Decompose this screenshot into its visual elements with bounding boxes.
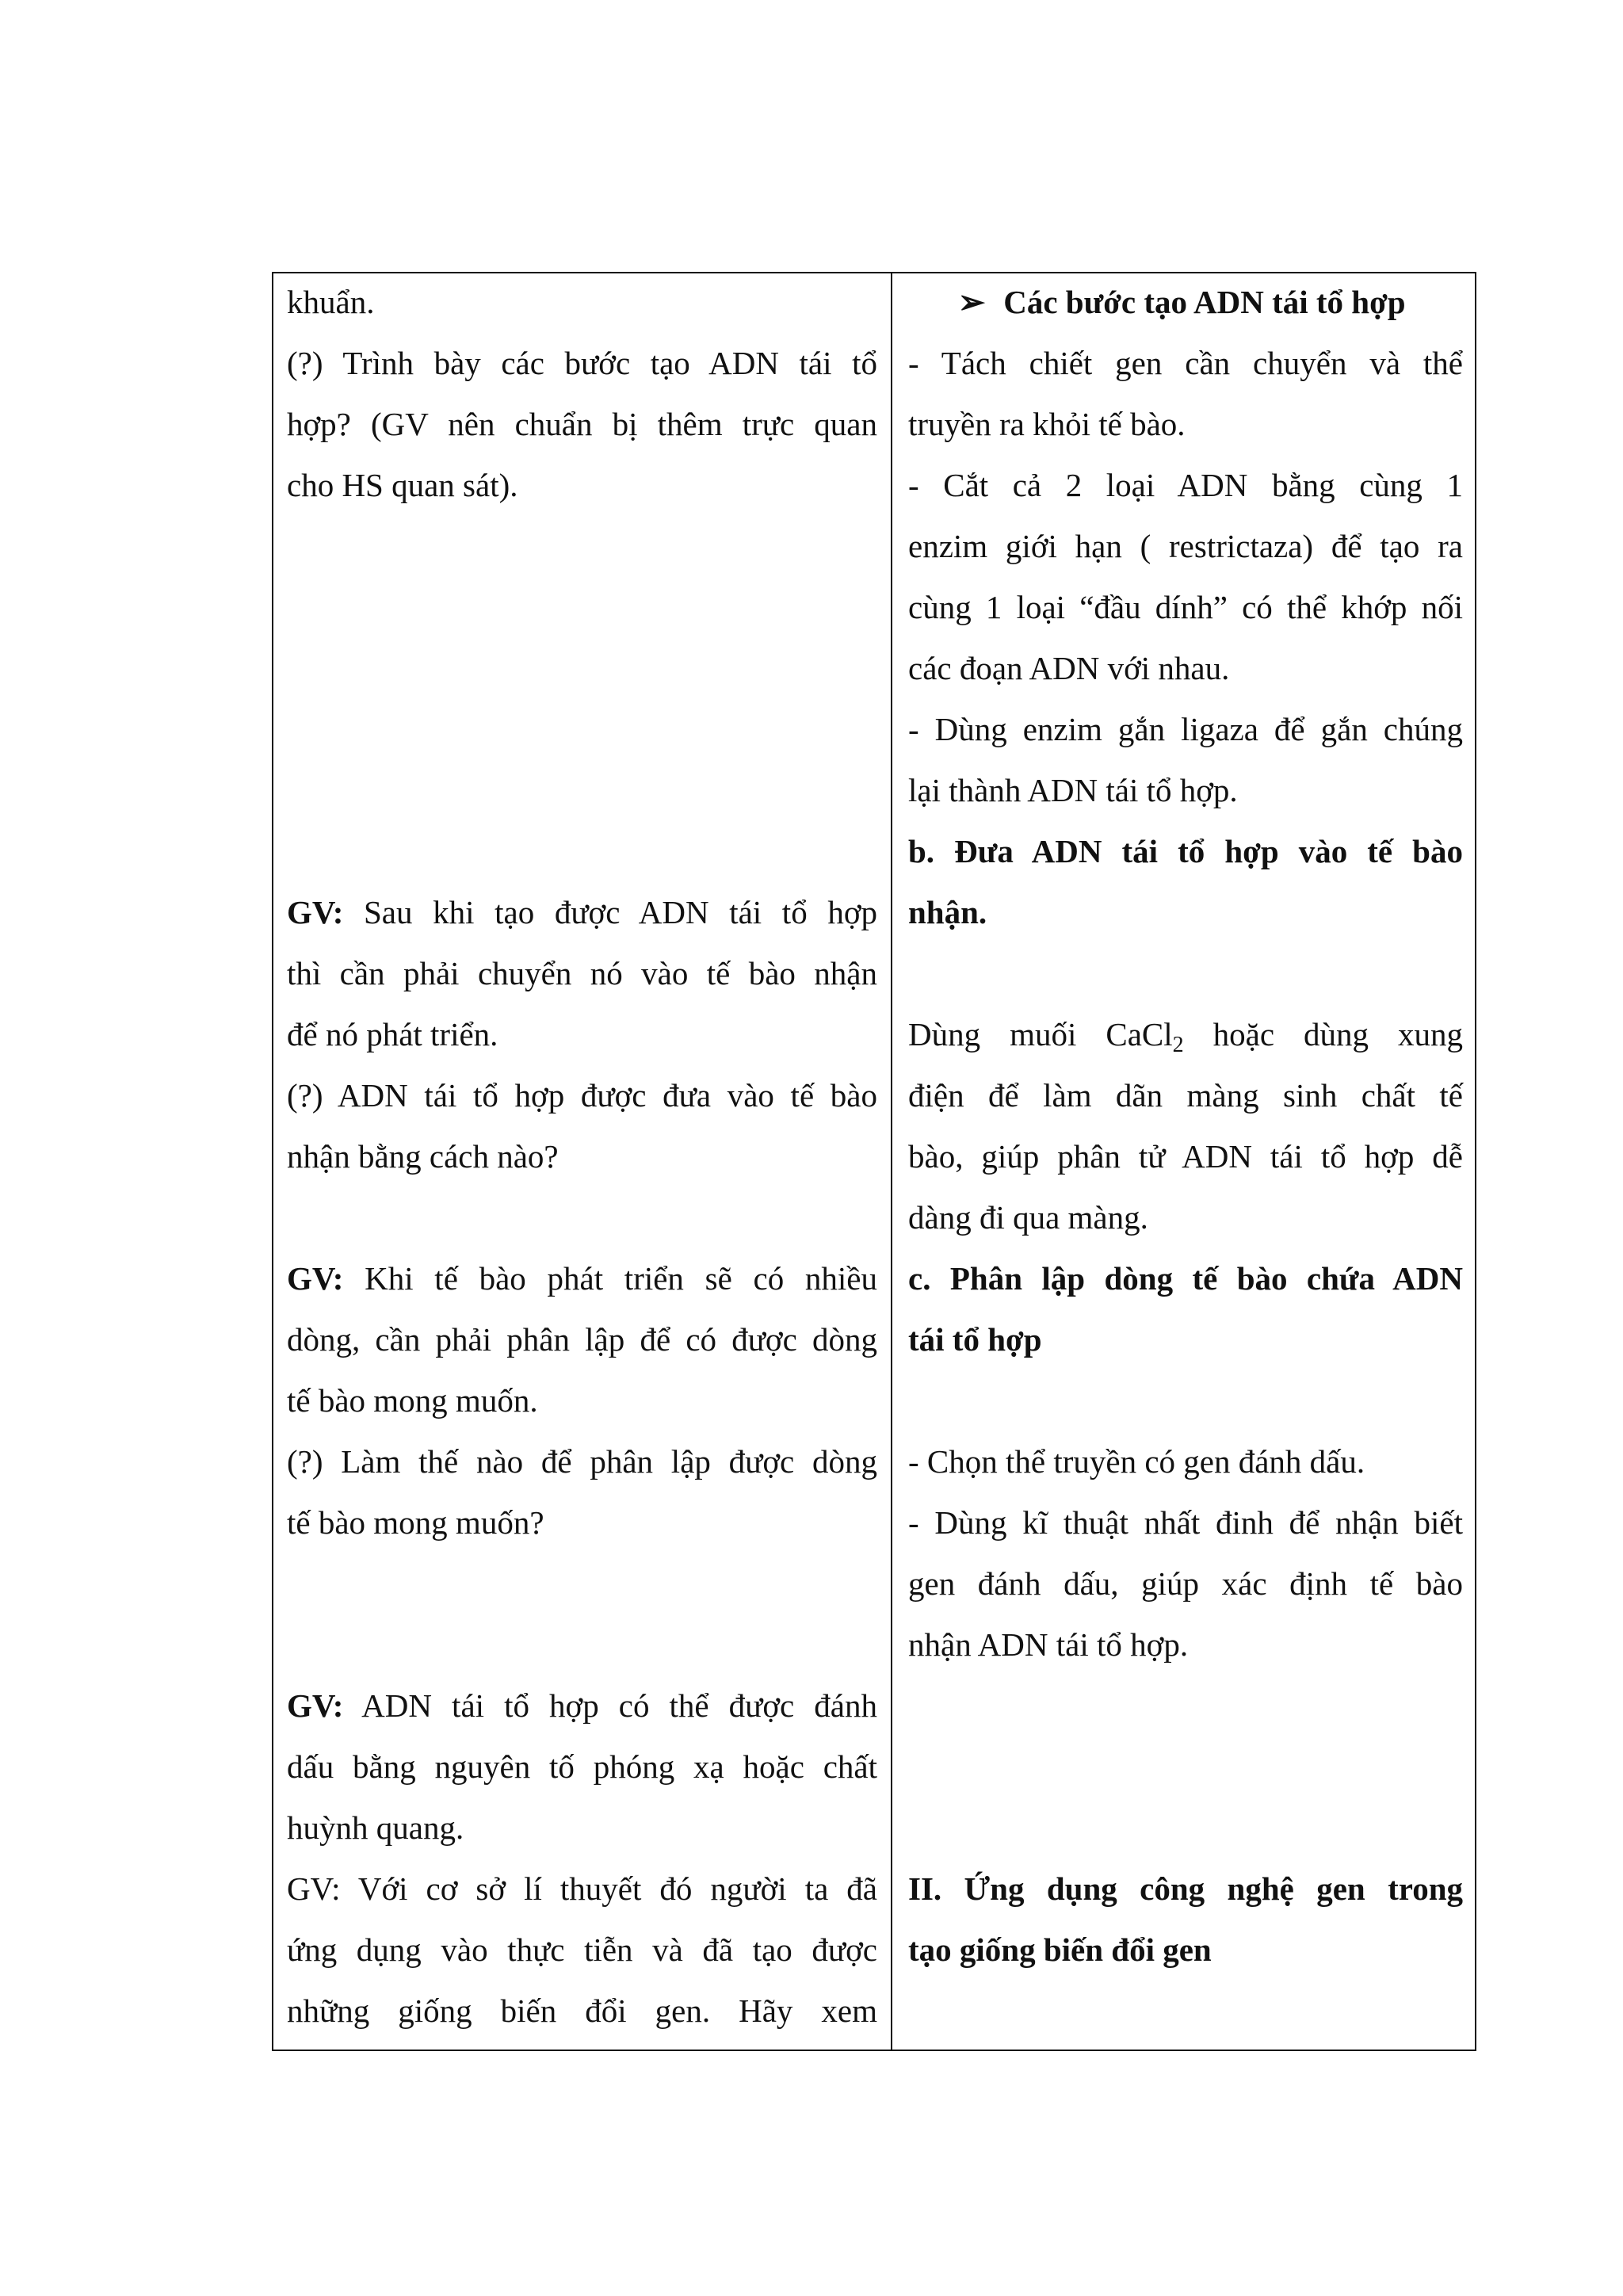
teacher-activity-column [287,272,877,2047]
right-line: - Tách chiết gen cần chuyển và thể [908,345,1463,381]
student-content-column [908,272,1463,2047]
arrow-bullet-icon: ➢ [957,284,986,320]
left-line-gv: GV: Khi tế bào phát triển sẽ có nhiều [287,1260,877,1297]
left-line: cho HS quan sát). [287,467,518,503]
right-line: các đoạn ADN với nhau. [908,650,1230,686]
left-line: GV: Với cơ sở lí thuyết đó người ta đã [287,1870,877,1907]
gv-label: GV: [287,1260,344,1297]
gv-label: GV: [287,894,344,930]
right-line-cacl2: Dùng muối CaCl$_2$ hoặc dùng xung [908,1016,1463,1057]
left-line-gv: GV: Sau khi tạo được ADN tái tổ hợp [287,894,877,930]
right-line: cùng 1 loại “đầu dính” có thể khớp nối [908,589,1463,625]
left-line: để nó phát triển. [287,1016,498,1052]
left-line: tế bào mong muốn? [287,1504,544,1541]
right-line: điện để làm dãn màng sinh chất tế [908,1077,1463,1114]
right-line: gen đánh dấu, giúp xác định tế bào [908,1565,1463,1602]
left-line: nhận bằng cách nào? [287,1138,559,1175]
right-line: lại thành ADN tái tổ hợp. [908,772,1238,808]
left-line: những giống biến đổi gen. Hãy xem [287,1992,877,2029]
right-line: - Chọn thể truyền có gen đánh dấu. [908,1443,1365,1480]
left-line: (?) Làm thế nào để phân lập được dòng [287,1443,877,1480]
left-line: ứng dụng vào thực tiễn và đã tạo được [287,1931,877,1968]
left-line: khuẩn. [287,284,375,320]
subsection-heading-b: b. Đưa ADN tái tổ hợp vào tế bào [908,833,1463,869]
left-line: dòng, cần phải phân lập để có được dòng [287,1321,877,1358]
gv-label: GV: [287,1687,344,1724]
right-line: - Cắt cả 2 loại ADN bằng cùng 1 [908,467,1463,503]
right-line: truyền ra khỏi tế bào. [908,406,1186,442]
section-heading: ➢ Các bước tạo ADN tái tổ hợp [908,272,1463,333]
left-line: hợp? (GV nên chuẩn bị thêm trực quan [287,406,877,442]
right-line: - Dùng enzim gắn ligaza để gắn chúng [908,711,1463,747]
left-line: tế bào mong muốn. [287,1382,538,1419]
left-line: (?) ADN tái tổ hợp được đưa vào tế bào [287,1077,877,1114]
right-line: dàng đi qua màng. [908,1199,1148,1236]
section-heading-ii: tạo giống biến đổi gen [908,1931,1212,1968]
right-line: bào, giúp phân tử ADN tái tổ hợp dễ [908,1138,1463,1175]
column-divider [891,272,892,2051]
subsection-heading-c: tái tổ hợp [908,1321,1042,1358]
right-line: enzim giới hạn ( restrictaza) để tạo ra [908,528,1463,564]
section-heading-ii: II. Ứng dụng công nghệ gen trong [908,1870,1463,1907]
right-line: nhận ADN tái tổ hợp. [908,1626,1189,1663]
left-line: dấu bằng nguyên tố phóng xạ hoặc chất [287,1748,877,1785]
left-line-gv: GV: ADN tái tổ hợp có thể được đánh [287,1687,877,1724]
subsection-heading-b: nhận. [908,894,987,930]
subsection-heading-c: c. Phân lập dòng tế bào chứa ADN [908,1260,1463,1297]
left-line: thì cần phải chuyển nó vào tế bào nhận [287,955,877,991]
right-line: - Dùng kĩ thuật nhất đinh để nhận biết [908,1504,1463,1541]
left-line: (?) Trình bày các bước tạo ADN tái tổ [287,345,877,381]
left-line: huỳnh quang. [287,1809,464,1846]
